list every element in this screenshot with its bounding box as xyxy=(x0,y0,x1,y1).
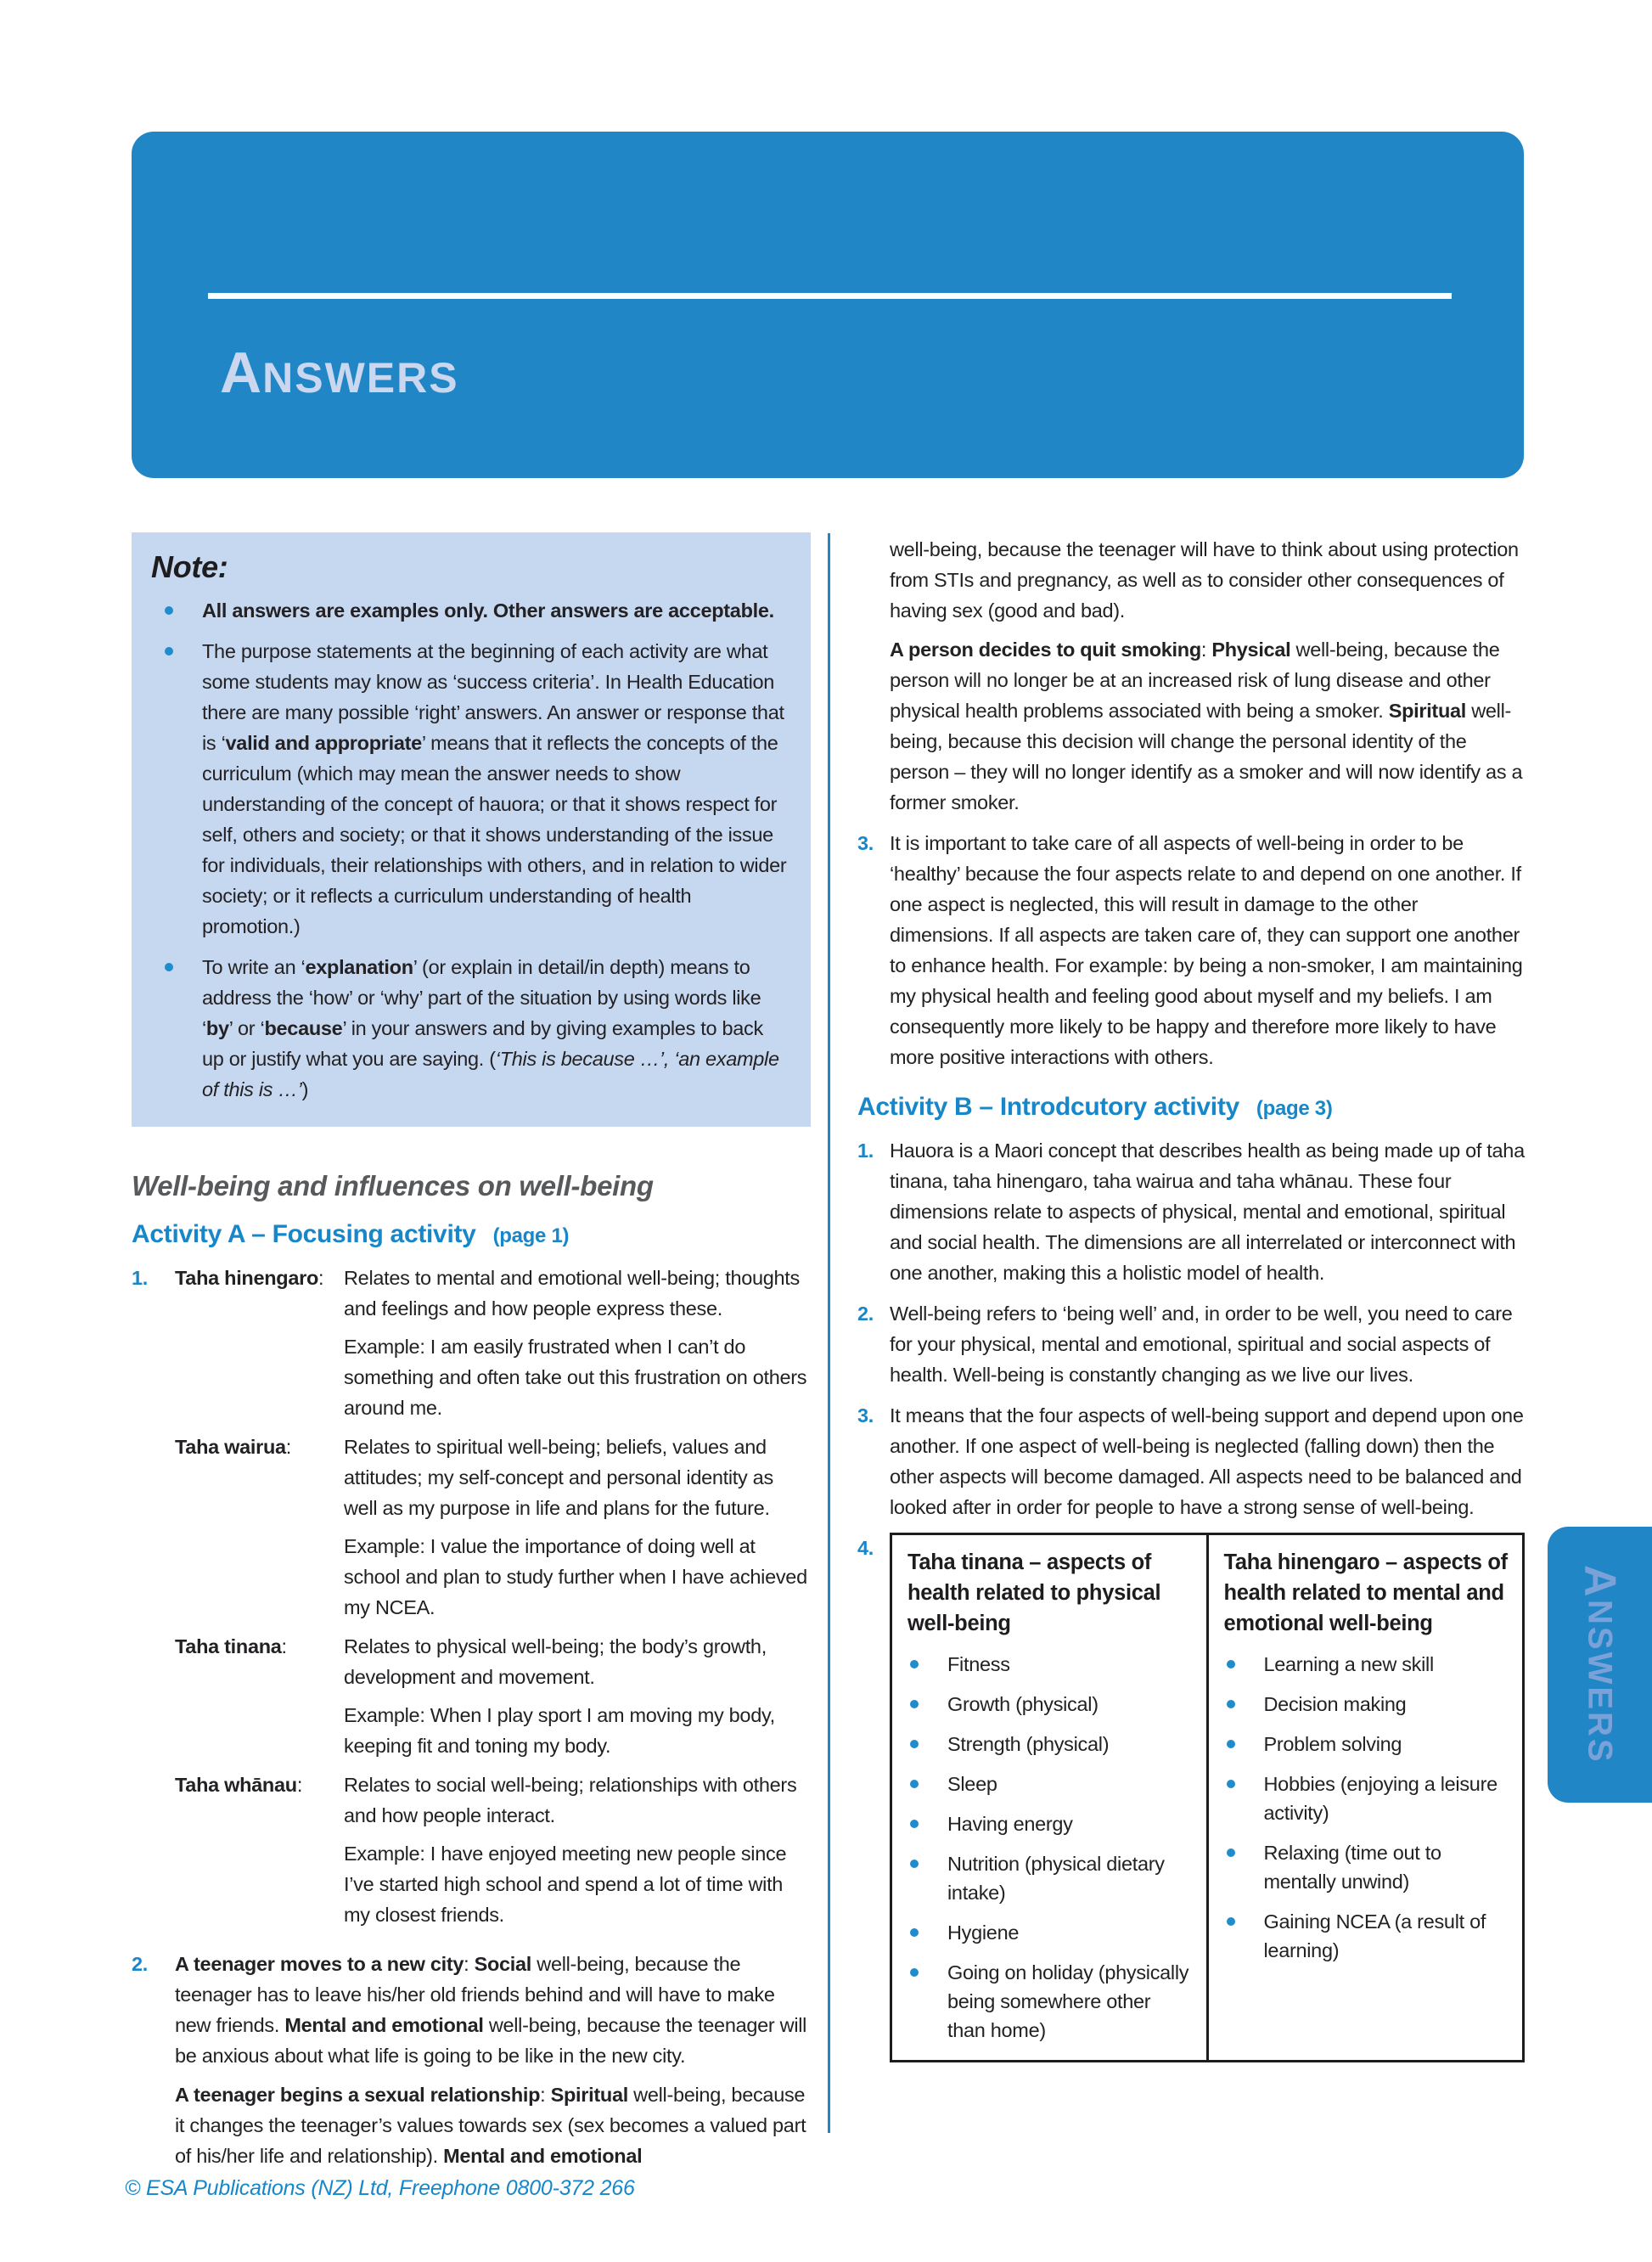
bullet-dot-icon xyxy=(151,636,202,942)
definition-example: Example: I value the importance of doing well at school and plan to study further when I have achieved my NCEA. xyxy=(344,1535,807,1618)
bullet-dot-icon xyxy=(907,1918,947,1947)
table-column-header: Taha hinengaro – aspects of health related to mental and emotional well-being xyxy=(1223,1550,1508,1635)
answer-paragraph: A teenager moves to a new city: Social well-being, because the teenager has to leave his/her old friends behind and will have to make new friends. Mental and emotional well-being, because the teenager will be anxious about what life is going to be like in the new city. xyxy=(175,1953,807,2067)
bullet-dot-icon xyxy=(1224,1730,1264,1758)
title-underline xyxy=(208,293,1452,299)
column-divider xyxy=(828,533,830,2133)
bullet-dot-icon xyxy=(151,952,202,1105)
table-bullet-item xyxy=(907,1730,1193,1758)
definition-desc: Relates to spiritual well-being; beliefs, values and attitudes; my self-concept and personal identity as well as my purpose in life and plans for the future. xyxy=(344,1436,773,1519)
activity-b-heading xyxy=(857,1091,1525,1125)
answer-item-b4 xyxy=(857,1533,1525,2062)
definition-desc: Relates to mental and emotional well-being; thoughts and feelings and how people express these. xyxy=(344,1267,800,1320)
definition-desc: Relates to social well-being; relationships with others and how people interact. xyxy=(344,1774,797,1826)
answer-paragraph: well-being, because the teenager will have to think about using protection from STIs and pregnancy, as well as to consider other consequences of having sex (good and bad). xyxy=(890,538,1519,622)
bullet-dot-icon xyxy=(1224,1650,1264,1679)
well-being-table xyxy=(890,1533,1525,2062)
item-number: 3. xyxy=(857,1404,874,1426)
answer-item-b3 xyxy=(857,1400,1525,1522)
answer-paragraph: It is important to take care of all aspects of well-being in order to be ‘healthy’ because the four aspects relate to and depend on one another. If one aspect is neglected, this will result in damage to the other dimensions. If all aspects are taken care of, they can support one another to enhance health. For example: by being a non-smoker, I am maintaining my physical health and feeling good about myself and my beliefs. I am consequently more likely to be happy and therefore more likely to have more positive interactions with others. xyxy=(890,832,1523,1068)
table-column-taha-hinengaro xyxy=(1209,1535,1523,2060)
definition-term: Taha hinengaro : xyxy=(175,1263,344,1324)
table-bullet-text: Nutrition (physical dietary intake) xyxy=(947,1853,1165,1904)
answer-item-1 xyxy=(132,1263,811,1938)
activity-a-page-ref: (page 1) xyxy=(492,1224,570,1247)
table-bullet-text: Sleep xyxy=(947,1773,997,1795)
bullet-dot-icon xyxy=(907,1730,947,1758)
table-bullet-text: Having energy xyxy=(947,1813,1073,1835)
table-bullet-text: Growth (physical) xyxy=(947,1693,1099,1715)
right-column xyxy=(857,534,1525,2062)
table-bullet-text: Hobbies (enjoying a leisure activity) xyxy=(1263,1773,1497,1824)
item-number: 4. xyxy=(857,1537,874,1559)
table-bullet-item xyxy=(1224,1838,1509,1896)
definition-row xyxy=(175,1770,811,1831)
note-bullet xyxy=(151,952,789,1105)
bullet-dot-icon xyxy=(907,1690,947,1719)
note-bullet-text: To write an ‘explanation’ (or explain in detail/in depth) means to address the ‘how’ or ‘why’ part of the situation by using words like ‘by’ or ‘because’ in your answers and by giving examples to back up or justify what you are saying. (‘This is because …’, ‘an example of this is …’) xyxy=(202,956,779,1100)
page-title xyxy=(220,340,459,405)
table-bullet-text: Learning a new skill xyxy=(1263,1653,1434,1675)
answer-item-2 xyxy=(132,1949,811,2171)
table-bullet-item xyxy=(907,1809,1193,1838)
answer-paragraph: A person decides to quit smoking: Physical well-being, because the person will no longer be at an increased risk of lung disease and other physical health problems associated with being a smoker. Spiritual well-being, because this decision will change the personal identity of the person – they will no longer identify as a smoker and will now identify as a former smoker. xyxy=(890,639,1523,813)
answer-paragraph: Hauora is a Maori concept that describes health as being made up of taha tinana, taha hinengaro, taha wairua and taha whānau. These four dimensions relate to aspects of physical, mental and emotional, spiritual and social health. The dimensions are all interrelated or interconnect with one another, making this a holistic model of health. xyxy=(890,1139,1525,1284)
tab-label-initial: A xyxy=(1575,1565,1625,1600)
table-bullet-item xyxy=(907,1650,1193,1679)
page-title-rest: NSWERS xyxy=(262,354,459,402)
answers-side-tab xyxy=(1548,1527,1652,1803)
answer-item-b2 xyxy=(857,1298,1525,1390)
answer-paragraph: It means that the four aspects of well-being support and depend upon one another. If one aspect of well-being is neglected (falling down) then the other aspects will become damaged. All aspects need to be balanced and looked after in order for people to have a strong sense of well-being. xyxy=(890,1404,1524,1518)
table-bullet-item xyxy=(1224,1730,1509,1758)
bullet-dot-icon xyxy=(907,1809,947,1838)
table-bullet-text: Going on holiday (physically being somewhere other than home) xyxy=(947,1961,1189,2041)
table-bullet-item xyxy=(907,1958,1193,2045)
table-bullet-text: Strength (physical) xyxy=(947,1733,1110,1755)
table-bullet-item xyxy=(907,1770,1193,1798)
section-heading: Well-being and influences on well-being xyxy=(132,1170,654,1201)
definition-term: Taha whānau : xyxy=(175,1770,344,1831)
item-number: 2. xyxy=(132,1953,148,1975)
item-number: 1. xyxy=(132,1267,148,1289)
activity-b-title: Activity B – Introdcutory activity xyxy=(857,1093,1239,1121)
definition-desc: Relates to physical well-being; the body’s growth, development and movement. xyxy=(344,1635,767,1688)
note-title: Note: xyxy=(151,549,228,584)
table-bullet-text: Fitness xyxy=(947,1653,1010,1675)
table-bullet-text: Problem solving xyxy=(1263,1733,1402,1755)
bullet-dot-icon xyxy=(1224,1770,1264,1827)
table-bullet-item xyxy=(1224,1650,1509,1679)
bullet-dot-icon xyxy=(907,1650,947,1679)
definition-term: Taha tinana : xyxy=(175,1631,344,1692)
bullet-dot-icon xyxy=(1224,1690,1264,1719)
table-bullet-item xyxy=(907,1849,1193,1907)
header-banner xyxy=(132,132,1524,478)
activity-a-heading xyxy=(132,1218,811,1252)
definition-row xyxy=(175,1432,811,1523)
answers-tab-label xyxy=(1575,1565,1625,1764)
definition-example: Example: I am easily frustrated when I can’t do something and often take out this frustration on others around me. xyxy=(344,1336,807,1419)
note-bullet-text: All answers are examples only. Other answers are acceptable. xyxy=(202,599,774,622)
table-bullet-text: Gaining NCEA (a result of learning) xyxy=(1263,1910,1486,1961)
activity-a-title: Activity A – Focusing activity xyxy=(132,1220,476,1248)
bullet-dot-icon xyxy=(1224,1907,1264,1965)
item-body xyxy=(175,1263,811,1938)
item-number: 1. xyxy=(857,1139,874,1162)
tab-label-rest: NSWERS xyxy=(1581,1599,1619,1764)
table-column-header: Taha tinana – aspects of health related to physical well-being xyxy=(907,1550,1161,1635)
bullet-dot-icon xyxy=(907,1958,947,2045)
table-column-taha-tinana xyxy=(892,1535,1209,2060)
bullet-dot-icon xyxy=(151,595,202,626)
page-title-initial: A xyxy=(220,340,263,405)
bullet-dot-icon xyxy=(907,1849,947,1907)
footer-copyright: © ESA Publications (NZ) Ltd, Freephone 0800-372 266 xyxy=(125,2176,635,2200)
note-bullet xyxy=(151,595,789,626)
definition-example: Example: I have enjoyed meeting new people since I’ve started high school and spend a lot of time with my closest friends. xyxy=(344,1843,787,1926)
bullet-dot-icon xyxy=(1224,1838,1264,1896)
table-bullet-text: Relaxing (time out to mentally unwind) xyxy=(1263,1842,1441,1893)
definition-row xyxy=(175,1263,811,1324)
table-bullet-item xyxy=(1224,1907,1509,1965)
note-bullet xyxy=(151,636,789,942)
table-bullet-item xyxy=(1224,1770,1509,1827)
table-bullet-text: Hygiene xyxy=(947,1922,1020,1944)
answer-item-b1 xyxy=(857,1135,1525,1288)
item-number: 3. xyxy=(857,832,874,854)
definition-term: Taha wairua : xyxy=(175,1432,344,1523)
note-bullet-text: The purpose statements at the beginning of each activity are what some students may know as ‘success criteria’. In Health Education there are many possible ‘right’ answers. An answer or response that is ‘valid and appropriate’ means that it reflects the concepts of the curriculum (which may mean the answer needs to show understanding of the concept of hauora; or that it shows respect for self, others and society; or that it shows understanding of the issue for individuals, their relationships with others, and in relation to wider society; or it reflects a curriculum understanding of health promotion.) xyxy=(202,640,787,937)
activity-b-page-ref: (page 3) xyxy=(1256,1097,1333,1120)
table-bullet-item xyxy=(907,1690,1193,1719)
left-column xyxy=(132,532,811,2171)
note-box xyxy=(132,532,811,1127)
table-bullet-item xyxy=(907,1918,1193,1947)
definition-example: Example: When I play sport I am moving my body, keeping fit and toning my body. xyxy=(344,1704,775,1757)
definition-row xyxy=(175,1631,811,1692)
item-body xyxy=(175,1949,811,2171)
table-bullet-item xyxy=(1224,1690,1509,1719)
bullet-dot-icon xyxy=(907,1770,947,1798)
answer-paragraph: A teenager begins a sexual relationship: Spiritual well-being, because it changes the teenager’s values towards sex (sex becomes a valued part of his/her life and relationship). Mental and emotional xyxy=(175,2084,806,2167)
table-bullet-text: Decision making xyxy=(1263,1693,1407,1715)
answer-paragraph: Well-being refers to ‘being well’ and, in order to be well, you need to care for your physical, mental and emotional, spiritual and social aspects of health. Well-being is constantly changing as we live our lives. xyxy=(890,1303,1513,1386)
item-number: 2. xyxy=(857,1303,874,1325)
answer-item-3 xyxy=(857,828,1525,1072)
